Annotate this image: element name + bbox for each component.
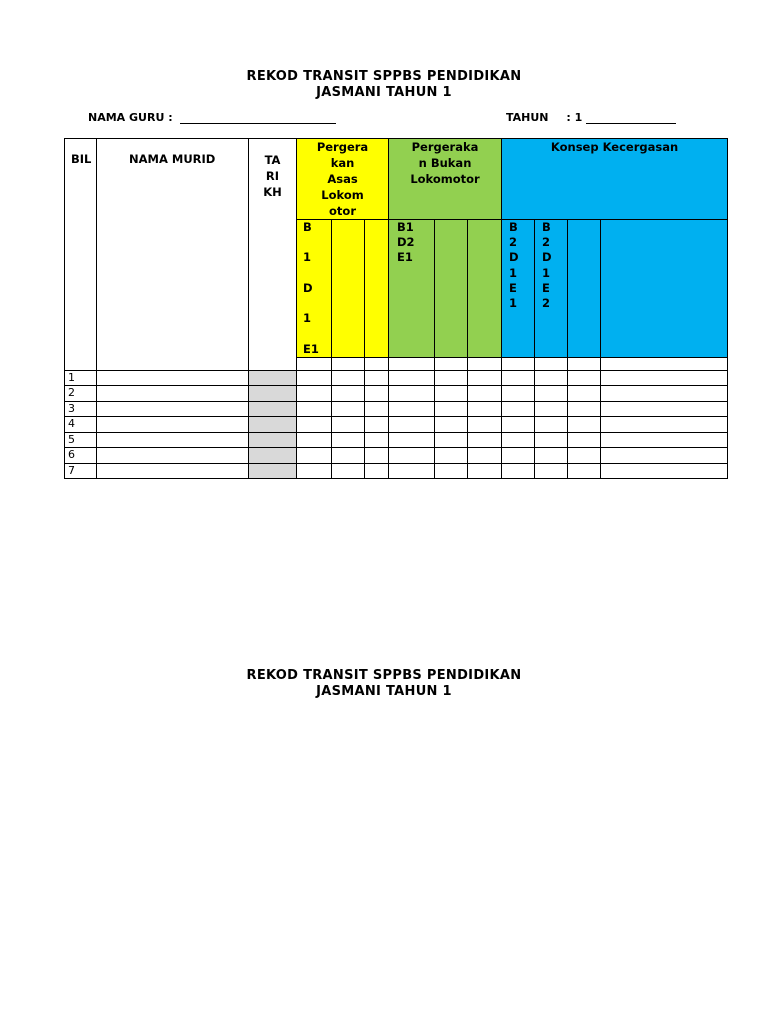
score-cell[interactable] [535,386,568,402]
score-cell[interactable] [297,432,332,448]
header-tarikh [249,139,297,371]
group-fitness [502,139,728,220]
subheader-locomotor-2 [332,220,365,358]
score-cell[interactable] [365,463,389,479]
subheader-non-locomotor-3 [468,220,502,358]
score-cell[interactable] [468,401,502,417]
score-cell[interactable] [389,417,435,433]
subheader-blank-cell [435,357,468,370]
subheader-fitness-2-label: B 2 D 1 E 2 [542,220,552,311]
row-number: 1 [65,370,97,386]
table-row [65,401,728,417]
score-cell[interactable] [435,401,468,417]
teacher-name-blank[interactable] [180,111,336,124]
header-bil [65,139,97,371]
subheader-blank-cell [332,357,365,370]
student-name-cell[interactable] [97,370,249,386]
subheader-blank-cell [601,357,728,370]
row-number: 2 [65,386,97,402]
score-cell[interactable] [601,386,728,402]
score-cell[interactable] [297,370,332,386]
header-bil-label: BIL [71,152,92,166]
score-cell[interactable] [297,417,332,433]
score-cell[interactable] [502,417,535,433]
score-cell[interactable] [601,370,728,386]
year-label: TAHUN [506,111,549,124]
score-cell[interactable] [568,386,601,402]
header-nama-murid [97,139,249,371]
score-cell[interactable] [502,386,535,402]
score-cell[interactable] [502,401,535,417]
student-name-cell[interactable] [97,463,249,479]
score-cell[interactable] [332,370,365,386]
student-name-cell[interactable] [97,417,249,433]
form-title [0,69,768,101]
score-cell[interactable] [389,448,435,464]
score-cell[interactable] [365,448,389,464]
score-cell[interactable] [332,401,365,417]
score-cell[interactable] [297,448,332,464]
table-row [65,448,728,464]
score-cell[interactable] [332,463,365,479]
score-cell[interactable] [468,386,502,402]
score-cell[interactable] [435,463,468,479]
group-locomotor-label: Pergera kan Asas Lokom otor [316,140,369,218]
table-row [65,417,728,433]
form-title-line2: JASMANI TAHUN 1 [316,85,452,100]
score-cell[interactable] [297,401,332,417]
score-cell[interactable] [332,417,365,433]
score-cell[interactable] [468,463,502,479]
date-cell[interactable] [249,432,297,448]
form-title-line1: REKOD TRANSIT SPPBS PENDIDIKAN [246,69,522,84]
date-cell[interactable] [249,370,297,386]
score-cell[interactable] [332,448,365,464]
subheader-locomotor-1-label: B 1 D 1 E1 [303,220,319,356]
group-non-locomotor-label: Pergeraka n Bukan Lokomotor [410,140,480,186]
score-cell[interactable] [297,386,332,402]
table-row [65,370,728,386]
score-cell[interactable] [568,370,601,386]
score-cell[interactable] [365,401,389,417]
score-cell[interactable] [502,432,535,448]
score-cell[interactable] [365,432,389,448]
score-cell[interactable] [502,463,535,479]
subheader-locomotor-1 [297,220,332,358]
score-cell[interactable] [535,370,568,386]
subheader-non-locomotor-2 [435,220,468,358]
score-cell[interactable] [435,386,468,402]
student-name-cell[interactable] [97,432,249,448]
subheader-non-locomotor-1-label: B1 D2 E1 [397,220,415,265]
score-cell[interactable] [601,463,728,479]
score-cell[interactable] [435,370,468,386]
header-nama-murid-label: NAMA MURID [129,152,216,166]
score-cell[interactable] [332,432,365,448]
row-number: 7 [65,463,97,479]
score-cell[interactable] [568,448,601,464]
table-row [65,386,728,402]
row-number: 6 [65,448,97,464]
subheader-blank-cell [468,357,502,370]
subheader-blank-cell [568,357,601,370]
score-cell[interactable] [389,401,435,417]
form2-title [0,668,768,700]
student-name-cell[interactable] [97,386,249,402]
score-cell[interactable] [389,432,435,448]
date-cell[interactable] [249,463,297,479]
score-cell[interactable] [468,370,502,386]
subheader-blank-cell [297,357,332,370]
teacher-field [88,111,336,124]
subheader-fitness-1-label: B 2 D 1 E 1 [509,220,519,311]
date-cell[interactable] [249,448,297,464]
subheader-blank-cell [365,357,389,370]
score-cell[interactable] [435,417,468,433]
score-cell[interactable] [389,463,435,479]
row-number: 5 [65,432,97,448]
subheader-blank-cell [502,357,535,370]
student-name-cell[interactable] [97,448,249,464]
score-cell[interactable] [435,432,468,448]
score-cell[interactable] [365,386,389,402]
score-cell[interactable] [601,432,728,448]
score-cell[interactable] [535,463,568,479]
date-cell[interactable] [249,417,297,433]
table-row [65,463,728,479]
score-cell[interactable] [365,370,389,386]
score-cell[interactable] [568,432,601,448]
score-cell[interactable] [502,370,535,386]
student-rows [65,370,728,479]
row-number: 4 [65,417,97,433]
transit-record-table [64,138,728,479]
group-fitness-label: Konsep Kecergasan [550,140,679,154]
score-cell[interactable] [468,448,502,464]
subheader-blank-cell [389,357,435,370]
row-number: 3 [65,401,97,417]
group-locomotor [297,139,389,220]
date-cell[interactable] [249,401,297,417]
form2-title-line1: REKOD TRANSIT SPPBS PENDIDIKAN [246,668,522,683]
score-cell[interactable] [601,417,728,433]
table-row [65,432,728,448]
score-cell[interactable] [601,448,728,464]
score-cell[interactable] [365,417,389,433]
score-cell[interactable] [535,432,568,448]
score-cell[interactable] [568,401,601,417]
score-cell[interactable] [601,401,728,417]
teacher-label: NAMA GURU : [88,111,173,124]
header-tarikh-label: TA RI KH [263,153,282,199]
score-cell[interactable] [535,448,568,464]
score-cell[interactable] [568,463,601,479]
score-cell[interactable] [568,417,601,433]
score-cell[interactable] [389,386,435,402]
subheader-locomotor-3 [365,220,389,358]
score-cell[interactable] [502,448,535,464]
form2-title-line2: JASMANI TAHUN 1 [316,684,452,699]
subheader-non-locomotor-1 [389,220,435,358]
date-cell[interactable] [249,386,297,402]
year-field [506,111,676,124]
group-non-locomotor [389,139,502,220]
subheader-fitness-3 [568,220,601,358]
subheader-fitness-4 [601,220,728,358]
subheader-fitness-1 [502,220,535,358]
score-cell[interactable] [435,448,468,464]
year-value: : 1 [566,111,583,124]
student-name-cell[interactable] [97,401,249,417]
score-cell[interactable] [535,417,568,433]
score-cell[interactable] [297,463,332,479]
score-cell[interactable] [535,401,568,417]
score-cell[interactable] [332,386,365,402]
year-blank[interactable] [586,111,676,124]
subheader-blank-cell [535,357,568,370]
score-cell[interactable] [468,417,502,433]
subheader-fitness-2 [535,220,568,358]
score-cell[interactable] [468,432,502,448]
score-cell[interactable] [389,370,435,386]
